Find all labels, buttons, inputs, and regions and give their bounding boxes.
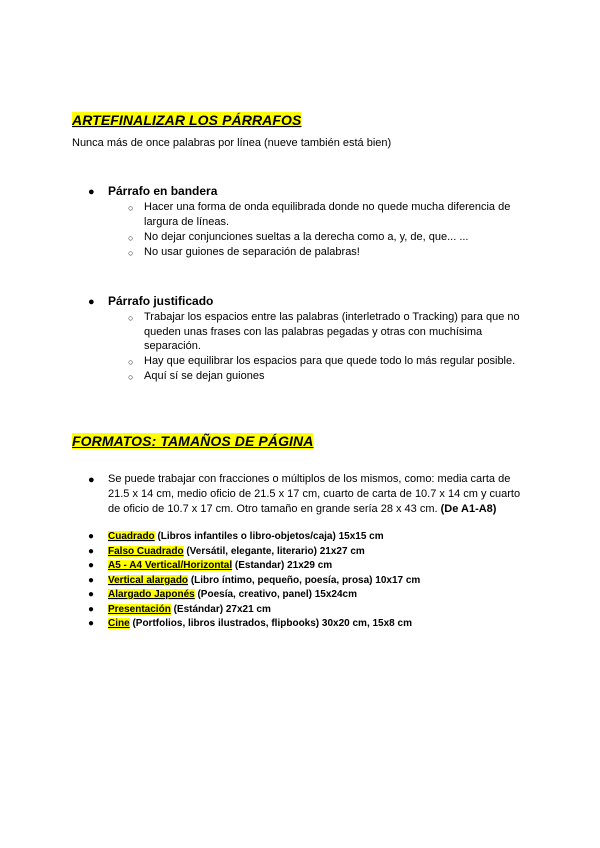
bullet-icon: ● (88, 560, 95, 571)
section-title-text: FORMATOS: TAMAÑOS DE PÁGINA (72, 433, 314, 449)
format-name: Falso Cuadrado (108, 546, 184, 557)
format-desc: (Estandar) 21x29 cm (232, 560, 333, 571)
bullet-icon: ● (88, 604, 95, 615)
formatos-para-text: de oficio de 10.7 x 17 cm. Otro tamaño en grande sería 28 x 43 cm. (108, 503, 438, 515)
formatos-para-line-1: Se puede trabajar con fracciones o múltiplos de los mismos, como: media carta de (108, 473, 511, 485)
format-name: Cuadrado (108, 531, 155, 542)
justificado-item-1-cont: queden unas frases con las palabras pegadas y otras con muchísima (144, 326, 483, 338)
formatos-para-bold: (De A1-A8) (440, 503, 497, 515)
bandera-item-3: No usar guiones de separación de palabras! (144, 246, 360, 258)
justificado-item-3: Aquí sí se dejan guiones (144, 370, 265, 382)
format-name: Vertical alargado (108, 575, 189, 586)
bullet-icon: ● (88, 589, 95, 600)
format-name: A5 - A4 Vertical/Horizontal (108, 560, 233, 571)
sub-bullet-icon: ○ (128, 203, 134, 213)
section-title-parrafos (72, 112, 301, 128)
bandera-item-2: No dejar conjunciones sueltas a la derecha como a, y, de, que... ... (144, 231, 469, 243)
bullet-icon: ● (88, 296, 95, 308)
justificado-item-1: Trabajar los espacios entre las palabras (interletrado o Tracking) para que no (144, 311, 520, 323)
bullet-icon: ● (88, 531, 95, 542)
bullet-icon: ● (88, 474, 95, 486)
bullet-icon: ● (88, 186, 95, 198)
bullet-icon: ● (88, 575, 95, 586)
formatos-para-line-2: 21.5 x 14 cm, medio oficio de 21.5 x 17 cm, cuarto de carta de 10.7 x 14 cm y cuarto (108, 488, 521, 500)
sub-bullet-icon: ○ (128, 357, 134, 367)
section-title-text: ARTEFINALIZAR LOS PÁRRAFOS (72, 112, 302, 128)
format-desc: (Libros infantiles o libro-objetos/caja) 15x15 cm (154, 531, 384, 542)
format-desc: (Libro íntimo, pequeño, poesía, prosa) 10x17 cm (188, 575, 421, 586)
sub-bullet-icon: ○ (128, 248, 134, 258)
section-title-formatos (72, 433, 313, 449)
justificado-item-1-cont2: separación. (144, 340, 201, 352)
bandera-title: Párrafo en bandera (108, 184, 218, 198)
sub-bullet-icon: ○ (128, 313, 134, 323)
bullet-icon: ● (88, 546, 95, 557)
format-name: Alargado Japonés (108, 589, 195, 600)
format-name: Cine (108, 618, 130, 629)
bullet-icon: ● (88, 618, 95, 629)
format-name: Presentación (108, 604, 171, 615)
format-desc: (Portfolios, libros ilustrados, flipbooks) 30x20 cm, 15x8 cm (129, 618, 412, 629)
format-desc: (Estándar) 27x21 cm (170, 604, 271, 615)
formatos-para-line-3 (108, 502, 496, 517)
bandera-item-1: Hacer una forma de onda equilibrada donde no quede mucha diferencia de (144, 201, 511, 213)
sub-bullet-icon: ○ (128, 233, 134, 243)
format-desc: (Versátil, elegante, literario) 21x27 cm (183, 546, 365, 557)
justificado-title: Párrafo justificado (108, 294, 214, 308)
bandera-item-1-cont: largura de líneas. (144, 216, 229, 228)
sub-bullet-icon: ○ (128, 372, 134, 382)
intro-text: Nunca más de once palabras por línea (nueve también está bien) (72, 137, 392, 149)
format-desc: (Poesía, creativo, panel) 15x24cm (194, 589, 358, 600)
justificado-item-2: Hay que equilibrar los espacios para que quede todo lo más regular posible. (144, 355, 516, 367)
